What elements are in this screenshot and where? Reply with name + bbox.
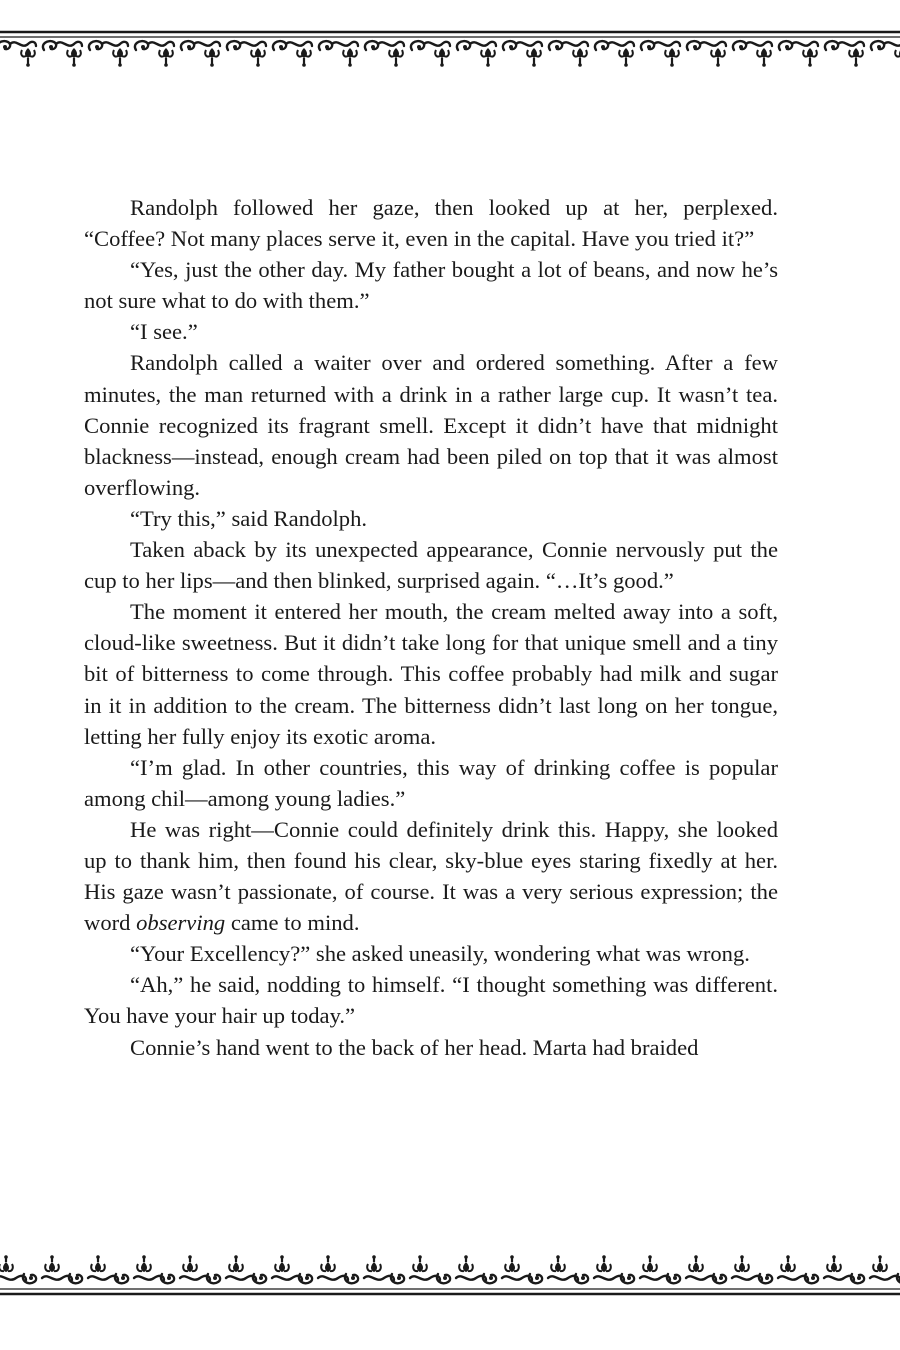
paragraph: “Ah,” he said, nodding to himself. “I thought something was different. You have your hair up today.” <box>84 972 778 1029</box>
paragraph: “Yes, just the other day. My father bought a lot of beans, and now he’s not sure what to do with them.” <box>84 257 778 314</box>
emphasized-word: observing <box>136 910 226 936</box>
top-ornamental-border <box>0 30 900 76</box>
scroll-flourish-border-icon <box>0 30 900 76</box>
paragraph: Taken aback by its unexpected appearance, Connie nervously put the cup to her lips—and then blinked, surprised again. “…It’s good.” <box>84 537 778 594</box>
paragraph: “Try this,” said Randolph. <box>130 505 368 531</box>
paragraph: “I’m glad. In other countries, this way of drinking coffee is popular among chil—among young ladies.” <box>84 754 778 811</box>
paragraph-with-emphasis <box>84 814 778 938</box>
paragraph-text-after: came to mind. <box>225 910 360 936</box>
paragraph-text-before: He was right—Connie could definitely drink this. Happy, she looked up to thank him, then found his clear, sky-blue eyes staring fixedly at her. His gaze wasn’t passionate, of course. It was a very serious expression; the word <box>84 816 778 936</box>
paragraph: “Your Excellency?” she asked uneasily, wondering what was wrong. <box>130 941 750 967</box>
paragraph: Randolph followed her gaze, then looked up at her, perplexed. “Coffee? Not many places serve it, even in the capital. Have you tried it?” <box>84 195 778 252</box>
paragraph: “I see.” <box>130 319 198 345</box>
bottom-ornamental-border <box>0 1250 900 1296</box>
paragraph: Randolph called a waiter over and ordered something. After a few minutes, the man returned with a drink in a rather large cup. It wasn’t tea. Connie recognized its fragrant smell. Except it didn’t have that midnight blackness—instead, enough cream had been piled on top that it was almost overflowing. <box>84 350 778 500</box>
fleur-wave-border-icon <box>0 1250 900 1296</box>
book-page-text <box>84 192 778 1063</box>
paragraph: Connie’s hand went to the back of her head. Marta had braided <box>130 1034 699 1060</box>
paragraph: The moment it entered her mouth, the cream melted away into a soft, cloud-like sweetness. But it didn’t take long for that unique smell and a tiny bit of bitterness to come through. This coffee probably had milk and sugar in it in addition to the cream. The bitterness didn’t last long on her tongue, letting her fully enjoy its exotic aroma. <box>84 599 778 749</box>
